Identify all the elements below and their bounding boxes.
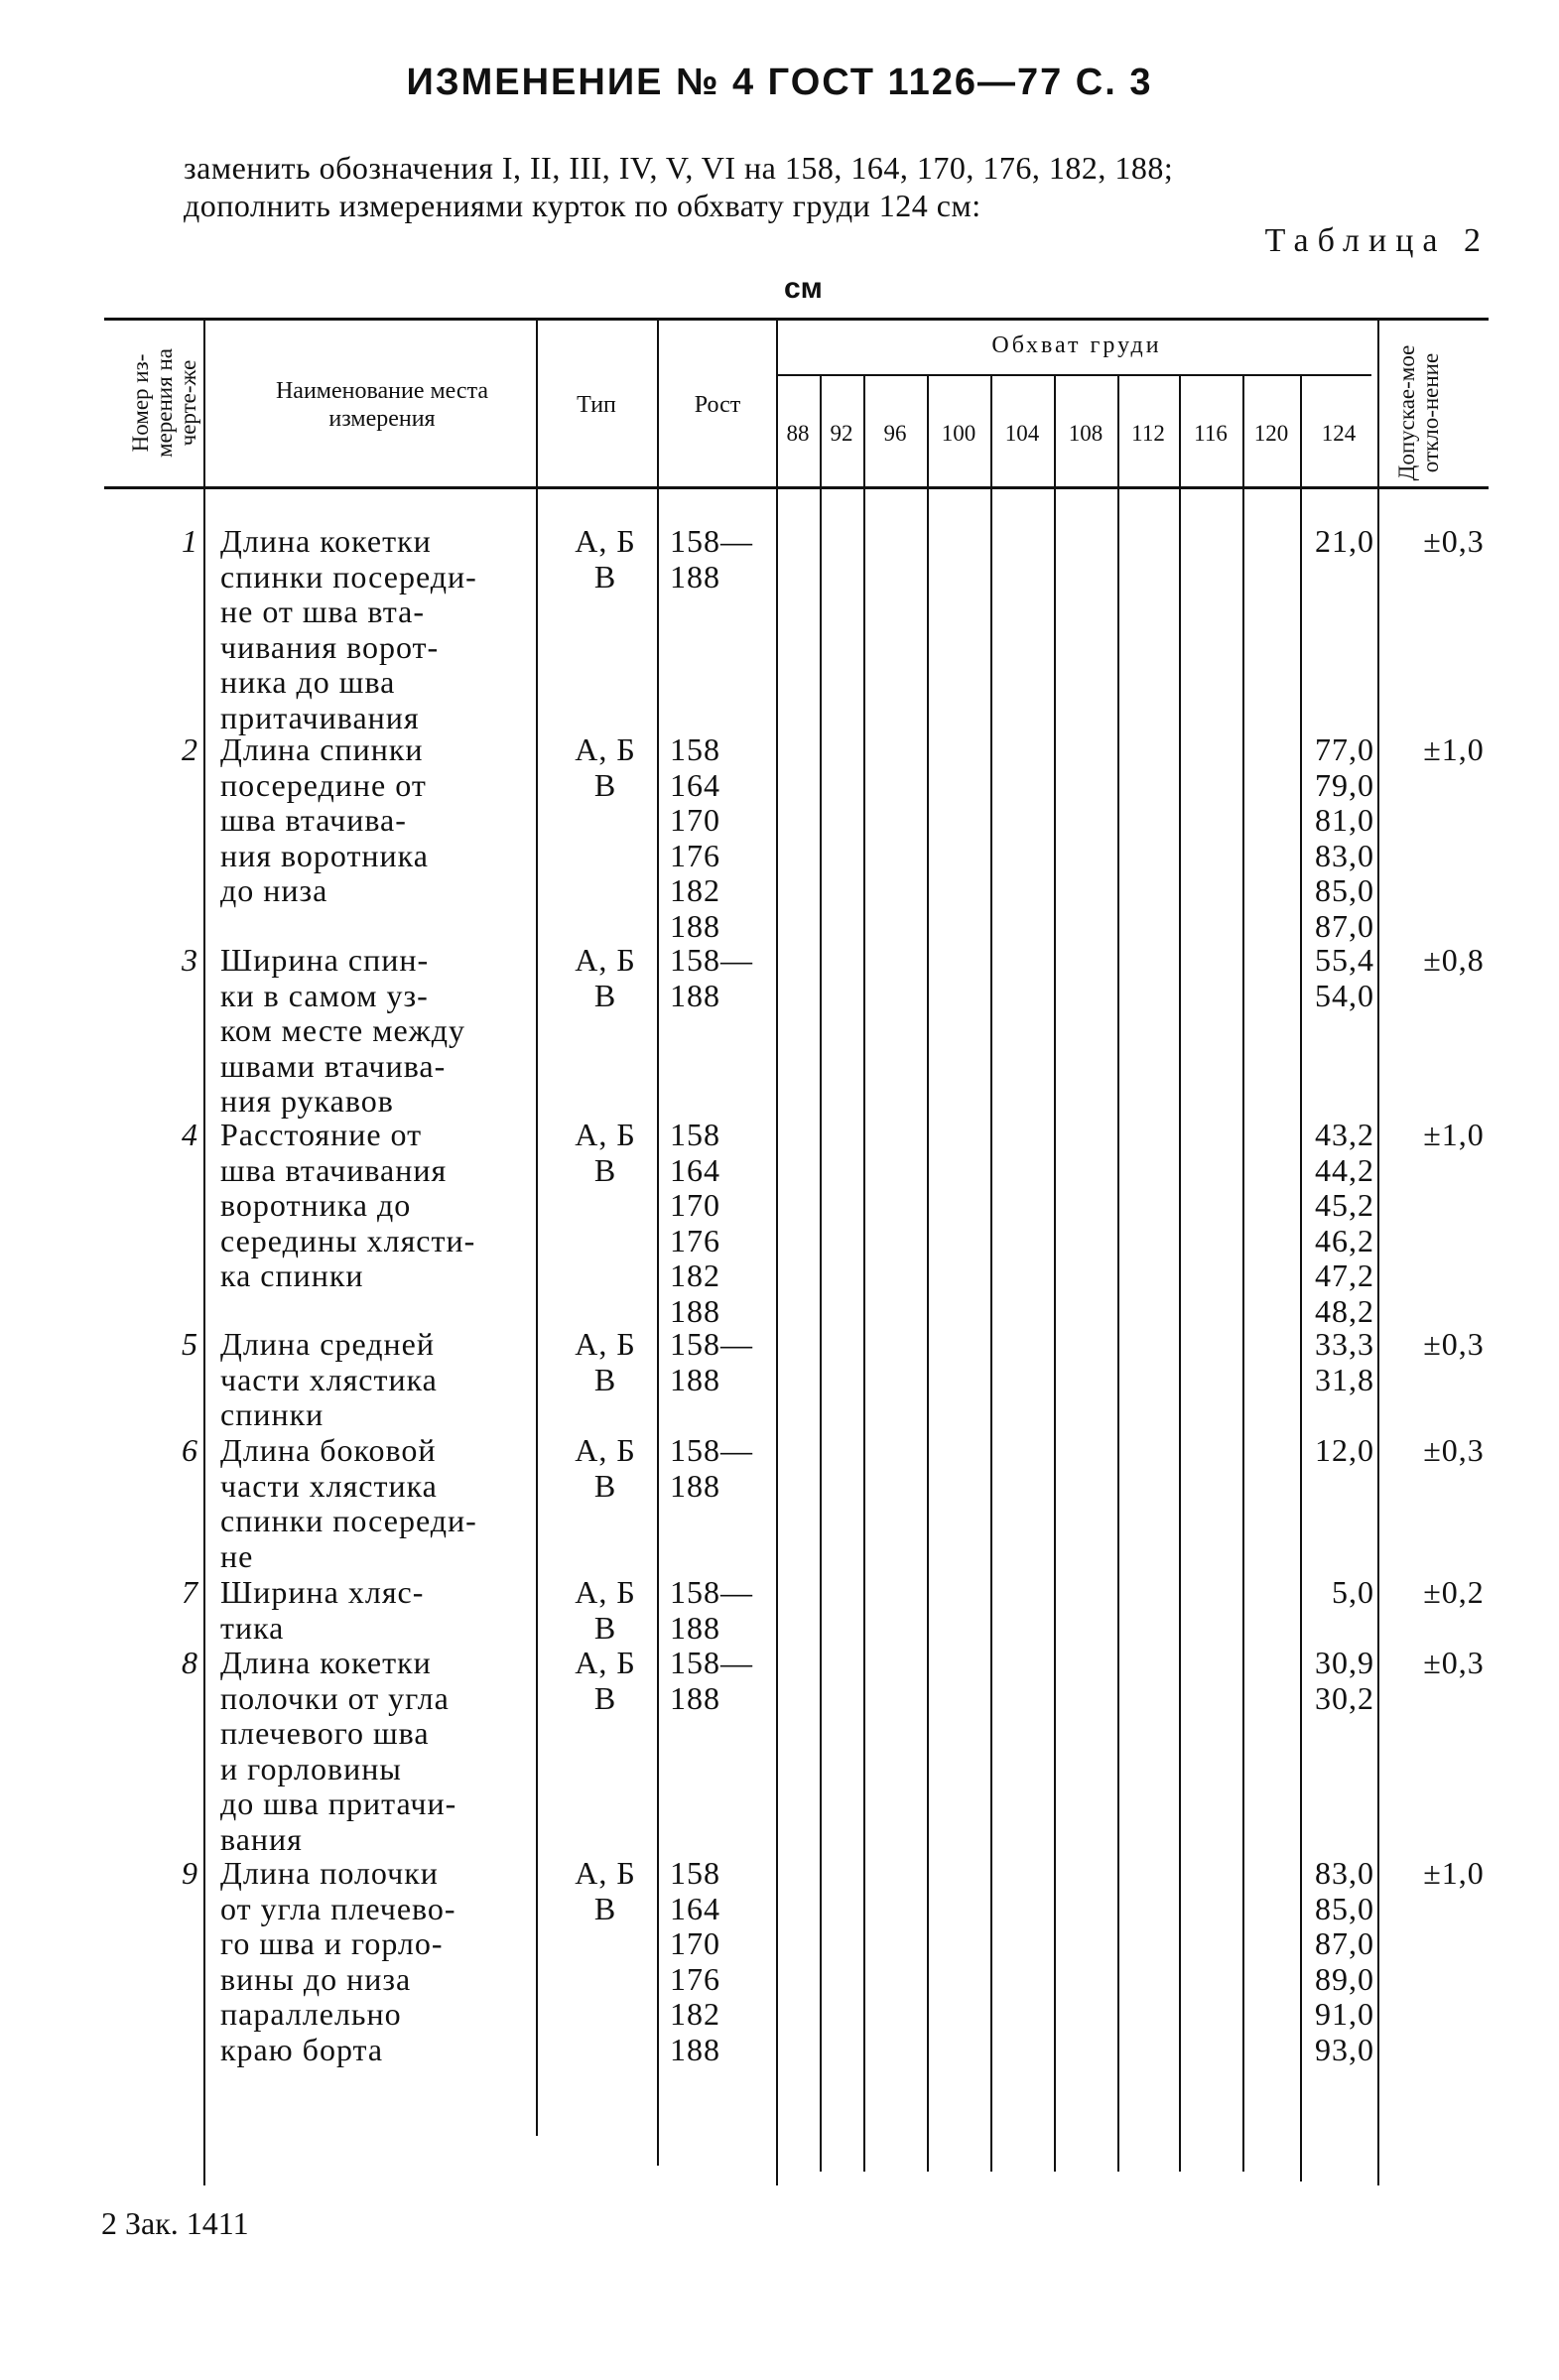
header-name: Наименование места измерения xyxy=(275,378,489,432)
chest-124-values xyxy=(1300,943,1374,1013)
height-values-line: 176 xyxy=(670,1222,720,1258)
garment-type-line: А, Б xyxy=(575,1855,636,1891)
chest-124-values xyxy=(1300,1327,1374,1397)
measurement-name-line: ника до шва xyxy=(220,664,396,700)
measurement-name-line: краю борта xyxy=(220,2031,384,2067)
height-values xyxy=(670,1856,779,2067)
chest-124-values-line: 87,0 xyxy=(1315,1925,1374,1961)
height-values-line: 188 xyxy=(670,558,720,595)
tolerance-value: ±1,0 xyxy=(1423,731,1485,767)
chest-124-values xyxy=(1300,524,1374,560)
chest-column-96: 96 xyxy=(883,421,907,446)
garment-type-line: А, Б xyxy=(575,1574,636,1610)
col-divider-6 xyxy=(863,375,865,2172)
measurement-name-line: вины до низа xyxy=(220,1960,412,1997)
garment-type xyxy=(556,732,655,803)
height-values-line: 164 xyxy=(670,1890,720,1926)
tolerance-value: ±0,3 xyxy=(1423,1645,1485,1680)
chest-124-values-line: 45,2 xyxy=(1315,1187,1374,1223)
height-values xyxy=(670,943,779,1013)
footer-note: 2 Зак. 1411 xyxy=(101,2205,249,2241)
measurement-name-line: го шва и горло- xyxy=(220,1925,444,1961)
garment-type-line: В xyxy=(593,558,617,595)
height-values-line: 188 xyxy=(670,1361,720,1397)
garment-type-line: В xyxy=(593,1361,617,1397)
height-values xyxy=(670,1118,779,1329)
measurement-name-line: плечевого шва xyxy=(220,1715,430,1751)
garment-type-line: В xyxy=(593,977,617,1013)
chest-124-values-line: 87,0 xyxy=(1315,907,1374,944)
height-values-line: 170 xyxy=(670,802,720,838)
height-values-line: 188 xyxy=(670,1292,720,1329)
measurement-number: 6 xyxy=(182,1432,198,1468)
measurement-name-line: швами втачива- xyxy=(220,1047,447,1084)
height-values-line: 176 xyxy=(670,1960,720,1997)
height-values xyxy=(670,524,779,595)
measurement-name-line: Ширина хляс- xyxy=(220,1574,425,1610)
garment-type-line: В xyxy=(593,766,617,803)
chest-124-values-line: 79,0 xyxy=(1315,766,1374,803)
chest-124-values-line: 85,0 xyxy=(1315,1890,1374,1926)
garment-type xyxy=(556,1327,655,1397)
height-values-line: 188 xyxy=(670,977,720,1013)
measurement-name-line: от угла плечево- xyxy=(220,1890,456,1926)
page-title: ИЗМЕНЕНИЕ № 4 ГОСТ 1126—77 С. 3 xyxy=(406,62,1153,103)
chest-124-values-line: 31,8 xyxy=(1315,1361,1374,1397)
header-chest: Обхват груди xyxy=(991,332,1162,358)
height-values-line: 188 xyxy=(670,1467,720,1504)
measurement-name-line: Длина кокетки xyxy=(220,523,432,559)
measurement-name-line: Длина кокетки xyxy=(220,1645,432,1680)
chest-124-values-line: 83,0 xyxy=(1315,837,1374,873)
measurement-name xyxy=(220,943,528,1120)
measurement-name-line: ком месте между xyxy=(220,1012,466,1048)
height-values xyxy=(670,1433,779,1504)
measurement-name-line: посередине от xyxy=(220,766,427,803)
garment-type xyxy=(556,524,655,595)
tolerance-value: ±1,0 xyxy=(1423,1855,1485,1891)
garment-type-line: А, Б xyxy=(575,1326,636,1362)
measurement-number: 1 xyxy=(182,523,198,559)
chest-124-values-line: 21,0 xyxy=(1315,523,1374,559)
col-divider-10 xyxy=(1117,375,1119,2172)
garment-type-line: В xyxy=(593,1609,617,1646)
measurement-name xyxy=(220,1856,528,2067)
measurement-name-line: ния рукавов xyxy=(220,1083,394,1119)
tolerance-value: ±0,8 xyxy=(1423,942,1485,978)
height-values-line: 188 xyxy=(670,2031,720,2067)
chest-column-88: 88 xyxy=(786,421,810,446)
chest-124-values-line: 54,0 xyxy=(1315,977,1374,1013)
height-values-line: 164 xyxy=(670,1151,720,1188)
measurement-name-line: Длина средней xyxy=(220,1326,435,1362)
tolerance-value: ±0,3 xyxy=(1423,1326,1485,1362)
chest-124-values-line: 55,4 xyxy=(1315,942,1374,978)
chest-124-values-line: 46,2 xyxy=(1315,1222,1374,1258)
height-values-line: 188 xyxy=(670,907,720,944)
garment-type xyxy=(556,1433,655,1504)
measurement-name-line: полочки от угла xyxy=(220,1679,450,1716)
measurement-name-line: ки в самом уз- xyxy=(220,977,429,1013)
chest-124-values-line: 89,0 xyxy=(1315,1960,1374,1997)
chest-124-values xyxy=(1300,1575,1374,1611)
col-divider-5 xyxy=(820,375,822,2172)
measurement-name-line: спинки посереди- xyxy=(220,1503,477,1538)
garment-type xyxy=(556,1646,655,1716)
measurement-name-line: не xyxy=(220,1537,254,1574)
height-values-line: 176 xyxy=(670,837,720,873)
measurement-name xyxy=(220,1327,528,1433)
chest-subheader-rule xyxy=(776,374,1371,376)
chest-124-values xyxy=(1300,1118,1374,1329)
chest-124-values-line: 30,9 xyxy=(1315,1645,1374,1680)
measurement-name-line: спинки xyxy=(220,1396,325,1432)
height-values-line: 158 xyxy=(670,1855,720,1891)
chest-124-values xyxy=(1300,732,1374,944)
measurement-name-line: до шва притачи- xyxy=(220,1785,457,1821)
height-values-line: 158— xyxy=(670,942,753,978)
garment-type-line: А, Б xyxy=(575,731,636,767)
garment-type-line: А, Б xyxy=(575,1117,636,1152)
measurement-name-line: части хлястика xyxy=(220,1467,438,1504)
measurement-name-line: Длина спинки xyxy=(220,731,424,767)
measurement-number: 3 xyxy=(182,942,198,978)
measurement-name-line: середины хлясти- xyxy=(220,1222,476,1258)
measurement-number: 7 xyxy=(182,1574,198,1610)
garment-type-line: А, Б xyxy=(575,942,636,978)
col-divider-2 xyxy=(536,320,538,2136)
measurement-name xyxy=(220,524,528,735)
height-values-line: 188 xyxy=(670,1679,720,1716)
height-values-line: 158— xyxy=(670,1574,753,1610)
measurement-name xyxy=(220,1646,528,1857)
col-divider-7 xyxy=(927,375,929,2172)
measurement-name-line: Расстояние от xyxy=(220,1117,423,1152)
chest-124-values-line: 77,0 xyxy=(1315,731,1374,767)
measurement-name xyxy=(220,1118,528,1294)
chest-124-values xyxy=(1300,1646,1374,1716)
table-label: Таблица 2 xyxy=(1264,222,1490,259)
height-values-line: 182 xyxy=(670,1996,720,2032)
chest-124-values-line: 91,0 xyxy=(1315,1996,1374,2032)
intro-line-1: заменить обозначения I, II, III, IV, V, VI на 158, 164, 170, 176, 182, 188; xyxy=(184,150,1174,186)
unit-label: см xyxy=(784,272,823,305)
garment-type-line: В xyxy=(593,1679,617,1716)
measurement-name-line: до низа xyxy=(220,872,328,908)
garment-type xyxy=(556,943,655,1013)
chest-column-116: 116 xyxy=(1194,421,1228,446)
height-values-line: 158— xyxy=(670,1326,753,1362)
header-tolerance: Допускае-мое откло-нение xyxy=(1394,344,1443,481)
intro-paragraph xyxy=(184,149,1474,224)
height-values xyxy=(670,1575,779,1646)
measurement-name-line: воротника до xyxy=(220,1187,412,1223)
header-number: Номер из-мерения на черте-же xyxy=(128,348,200,458)
garment-type-line: В xyxy=(593,1467,617,1504)
chest-124-values-line: 5,0 xyxy=(1332,1574,1374,1610)
measurement-name-line: не от шва вта- xyxy=(220,594,425,629)
chest-124-values-line: 12,0 xyxy=(1315,1432,1374,1468)
col-divider-12 xyxy=(1242,375,1244,2172)
intro-line-2: дополнить измерениями курток по обхвату груди 124 см: xyxy=(184,188,981,223)
measurement-name-line: ка спинки xyxy=(220,1257,364,1293)
chest-column-104: 104 xyxy=(1004,421,1040,446)
chest-124-values-line: 47,2 xyxy=(1315,1257,1374,1293)
height-values-line: 164 xyxy=(670,766,720,803)
measurement-name-line: Ширина спин- xyxy=(220,942,430,978)
chest-124-values-line: 43,2 xyxy=(1315,1117,1374,1152)
measurement-name-line: чивания ворот- xyxy=(220,628,440,665)
tolerance-value: ±0,2 xyxy=(1423,1574,1485,1610)
table-header-rule xyxy=(104,486,1489,489)
measurement-name xyxy=(220,1433,528,1574)
measurement-name-line: Длина полочки xyxy=(220,1855,439,1891)
header-height: Рост xyxy=(694,392,741,418)
garment-type-line: А, Б xyxy=(575,1432,636,1468)
measurement-name-line: спинки посереди- xyxy=(220,558,477,595)
chest-124-values-line: 30,2 xyxy=(1315,1679,1374,1716)
chest-column-108: 108 xyxy=(1068,421,1104,446)
tolerance-value: ±1,0 xyxy=(1423,1117,1485,1152)
col-divider-11 xyxy=(1179,375,1181,2172)
measurement-name-line: параллельно xyxy=(220,1996,402,2032)
height-values-line: 182 xyxy=(670,1257,720,1293)
chest-124-values-line: 83,0 xyxy=(1315,1855,1374,1891)
measurement-number: 9 xyxy=(182,1855,198,1891)
tolerance-value: ±0,3 xyxy=(1423,523,1485,559)
height-values-line: 170 xyxy=(670,1925,720,1961)
measurement-number: 4 xyxy=(182,1117,198,1152)
height-values xyxy=(670,1646,779,1716)
header-type: Тип xyxy=(577,392,616,418)
height-values xyxy=(670,1327,779,1397)
chest-124-values xyxy=(1300,1856,1374,2067)
chest-124-values xyxy=(1300,1433,1374,1469)
measurement-name xyxy=(220,732,528,909)
measurement-number: 5 xyxy=(182,1326,198,1362)
col-divider-9 xyxy=(1054,375,1056,2172)
chest-column-112: 112 xyxy=(1131,421,1165,446)
chest-column-124: 124 xyxy=(1321,421,1357,446)
col-divider-3 xyxy=(657,320,659,2166)
chest-124-values-line: 44,2 xyxy=(1315,1151,1374,1188)
measurement-name-line: и горловины xyxy=(220,1750,402,1786)
col-divider-8 xyxy=(990,375,992,2172)
height-values-line: 158— xyxy=(670,1645,753,1680)
garment-type-line: А, Б xyxy=(575,1645,636,1680)
measurement-number: 8 xyxy=(182,1645,198,1680)
garment-type-line: В xyxy=(593,1890,617,1926)
measurement-name-line: Длина боковой xyxy=(220,1432,437,1468)
garment-type xyxy=(556,1856,655,1926)
chest-column-100: 100 xyxy=(941,421,976,446)
garment-type xyxy=(556,1575,655,1646)
col-divider-14 xyxy=(1377,320,1379,2185)
height-values-line: 170 xyxy=(670,1187,720,1223)
col-divider-1 xyxy=(203,320,205,2185)
garment-type-line: В xyxy=(593,1151,617,1188)
measurement-name-line: части хлястика xyxy=(220,1361,438,1397)
chest-column-92: 92 xyxy=(830,421,853,446)
height-values-line: 158 xyxy=(670,1117,720,1152)
tolerance-value: ±0,3 xyxy=(1423,1432,1485,1468)
height-values-line: 158— xyxy=(670,1432,753,1468)
chest-124-values-line: 48,2 xyxy=(1315,1292,1374,1329)
chest-124-values-line: 33,3 xyxy=(1315,1326,1374,1362)
chest-column-120: 120 xyxy=(1253,421,1289,446)
measurement-name-line: тика xyxy=(220,1609,285,1646)
height-values-line: 158 xyxy=(670,731,720,767)
measurement-name-line: ния воротника xyxy=(220,837,429,873)
measurement-number: 2 xyxy=(182,731,198,767)
height-values xyxy=(670,732,779,944)
garment-type xyxy=(556,1118,655,1188)
measurement-name xyxy=(220,1575,528,1646)
measurement-name-line: вания xyxy=(220,1820,303,1857)
height-values-line: 188 xyxy=(670,1609,720,1646)
table-top-rule xyxy=(104,318,1489,321)
measurement-name-line: шва втачива- xyxy=(220,802,407,838)
chest-124-values-line: 81,0 xyxy=(1315,802,1374,838)
garment-type-line: А, Б xyxy=(575,523,636,559)
height-values-line: 182 xyxy=(670,872,720,908)
chest-124-values-line: 93,0 xyxy=(1315,2031,1374,2067)
measurement-name-line: шва втачивания xyxy=(220,1151,448,1188)
chest-124-values-line: 85,0 xyxy=(1315,872,1374,908)
measurement-name-line: притачивания xyxy=(220,699,420,735)
height-values-line: 158— xyxy=(670,523,753,559)
